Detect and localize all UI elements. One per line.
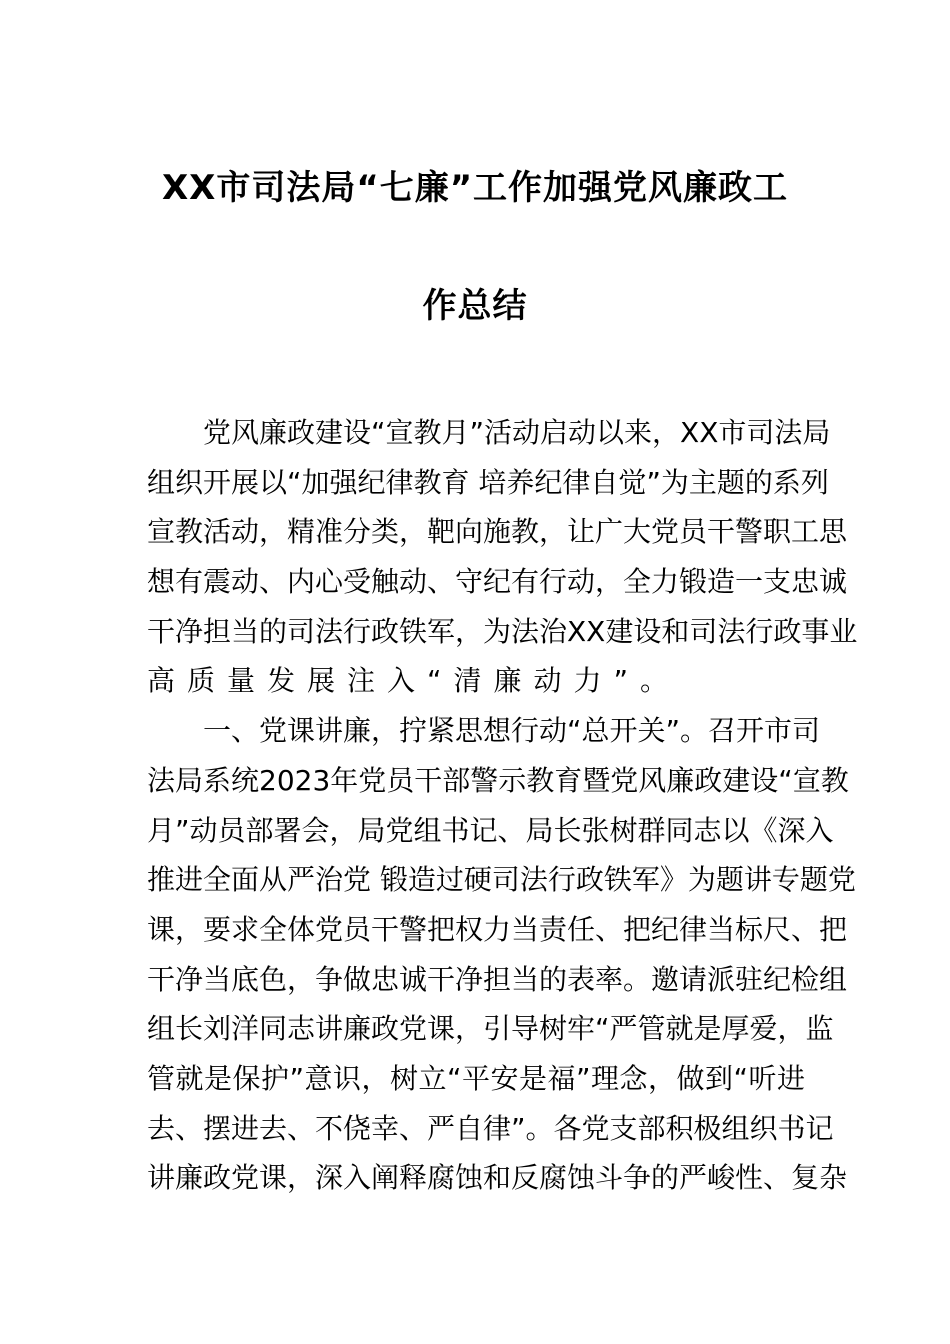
document-title-line-2: 作总结	[422, 286, 528, 326]
text-line: 宣教活动，精准分类，靶向施教，让广大党员干警职工思	[147, 515, 848, 549]
paragraph-section-1	[147, 706, 856, 1203]
text-line: 干净担当的司法行政铁军，为法治XX建设和司法行政事业	[147, 614, 858, 648]
text-line: 管就是保护”意识，树立“平安是福”理念，做到“听进	[147, 1061, 805, 1095]
text-line: 一、党课讲廉，拧紧思想行动“总开关”。召开市司	[203, 714, 821, 748]
text-line: 去、摆进去、不侥幸、严自律”。各党支部积极组织书记	[147, 1111, 834, 1145]
text-line: 想有震动、内心受触动、守纪有行动，全力锻造一支忠诚	[147, 565, 848, 599]
text-line: 高质量发展注入“清廉动力”。	[147, 664, 681, 698]
text-line: 干净当底色，争做忠诚干净担当的表率。邀请派驻纪检组	[147, 962, 848, 996]
text-line: 推进全面从严治党 锻造过硬司法行政铁军》为题讲专题党	[147, 863, 856, 897]
paragraph-intro	[147, 408, 858, 706]
text-line: 课，要求全体党员干警把权力当责任、把纪律当标尺、把	[147, 912, 848, 946]
text-line: 月”动员部署会，局党组书记、局长张树群同志以《深入	[147, 813, 834, 847]
text-line: 组织开展以“加强纪律教育 培养纪律自觉”为主题的系列	[147, 465, 829, 499]
document-body	[147, 408, 858, 1203]
document-title-line-1: XX市司法局“七廉”工作加强党风廉政工	[161, 168, 789, 208]
text-line: 组长刘洋同志讲廉政党课，引导树牢“严管就是厚爱，监	[147, 1012, 834, 1046]
text-line: 讲廉政党课，深入阐释腐蚀和反腐蚀斗争的严峻性、复杂	[147, 1161, 848, 1195]
text-line: 法局系统2023年党员干部警示教育暨党风廉政建设“宣教	[147, 763, 849, 797]
text-line: 党风廉政建设“宣教月”活动启动以来，XX市司法局	[203, 416, 831, 449]
